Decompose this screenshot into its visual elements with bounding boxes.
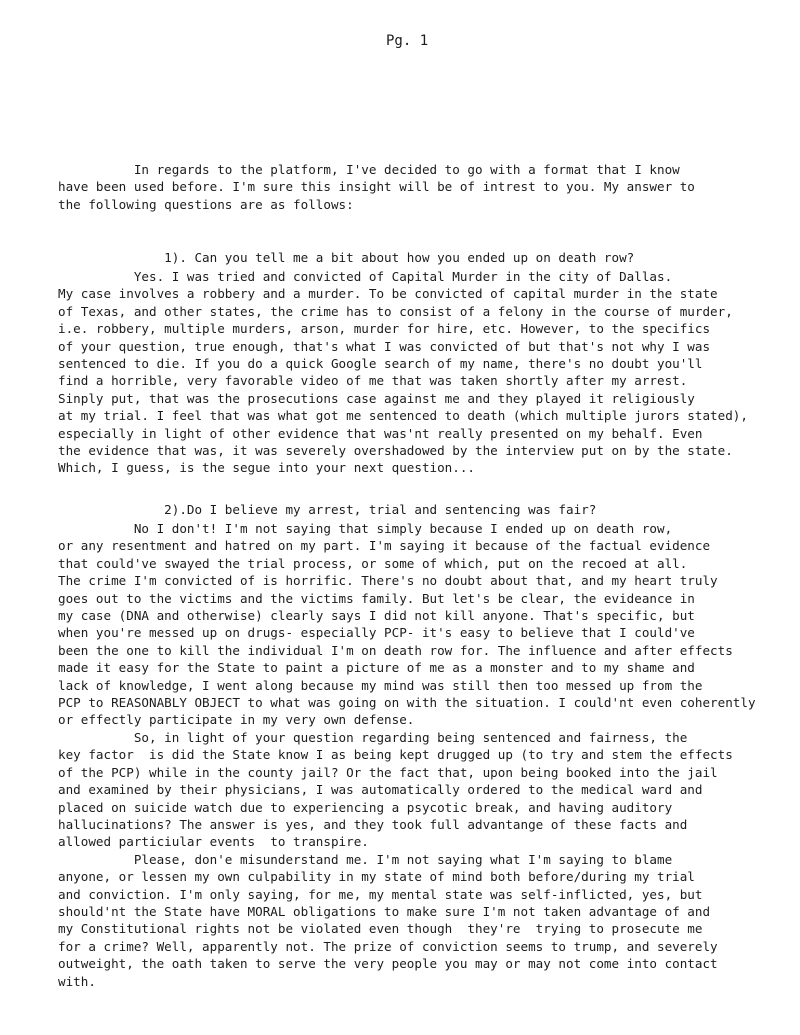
intro-paragraph: In regards to the platform, I've decided to go with a format that I know have been used before. I'm sure this insight will be of intrest to you. My answer to the following questions are as follows: bbox=[58, 162, 695, 212]
answer-1: Yes. I was tried and convicted of Capital Murder in the city of Dallas. My case involves a robbery and a murder. To be convicted of capital murder in the state of Texas, and other states, the crime has to consist of a felony in the course of murder, i.e. robbery, multiple murders, arson, murder for hire, etc. However, to the specifics of your question, true enough, that's what I was convicted of but that's not why I was sentenced to die. If you do a quick Google search of my name, there's no doubt you'll find a horrible, very favorable video of me that was taken shortly after my arrest. Sinply put, that was the prosecutions case against me and they played it religiously at my trial. I feel that was what got me sentenced to death (which multiple jurors stated), especially in light of other evidence that was'nt really presented on my behalf. Even the evidence that was, it was severely overshadowed by the interview put on by the state. Which, I guess, is the segue into your next question... bbox=[58, 269, 748, 476]
page-number: Pg. 1 bbox=[386, 33, 429, 49]
answer-2: No I don't! I'm not saying that simply because I ended up on death row, or any resentment and hatred on my part. I'm saying it because of the factual evidence that could've swayed the trial process, or some of which, put on the recoed at all. The crime I'm convicted of is horrific. There's no doubt about that, and my heart truly goes out to the victims and the victims family. But let's be clear, the evideance in my case (DNA and otherwise) clearly says I did not kill anyone. That's specific, but when you're messed up on drugs- especially PCP- it's easy to believe that I could've been the one to kill the individual I'm on death row for. The influence and after effects made it easy for the State to paint a picture of me as a monster and to my shame and lack of knowledge, I went along because my mind was still then too messed up from the PCP to REASONABLY OBJECT to what was going on with the situation. I could'nt even coherently or effectly participate in my very own defense. So, in light of your question regarding being sentenced and fairness, the key factor is did the State know I as being kept drugged up (to try and stem the effects of the PCP) while in the county jail? Or the fact that, upon being booked into the jail and examined by their physicians, I was automatically ordered to the medical ward and placed on suicide watch due to experiencing a psycotic break, and having auditory hallucinations? The answer is yes, and they took full advantange of these facts and allowed particiular events to transpire. Please, don'e misunderstand me. I'm not saying what I'm saying to blame anyone, or lessen my own culpability in my state of mind both before/during my trial and conviction. I'm only saying, for me, my mental state was self-inflicted, yes, but should'nt the State have MORAL obligations to make sure I'm not taken advantage of and my Constitutional rights not be violated even though they're trying to prosecute me for a crime? Well, apparently not. The prize of conviction seems to trump, and severely outweight, the oath taken to serve the very people you may or may not come into contact with. bbox=[58, 521, 756, 989]
question-2: 2).Do I believe my arrest, trial and sentencing was fair? bbox=[58, 501, 597, 517]
question-1: 1). Can you tell me a bit about how you ended up on death row? bbox=[58, 249, 635, 265]
